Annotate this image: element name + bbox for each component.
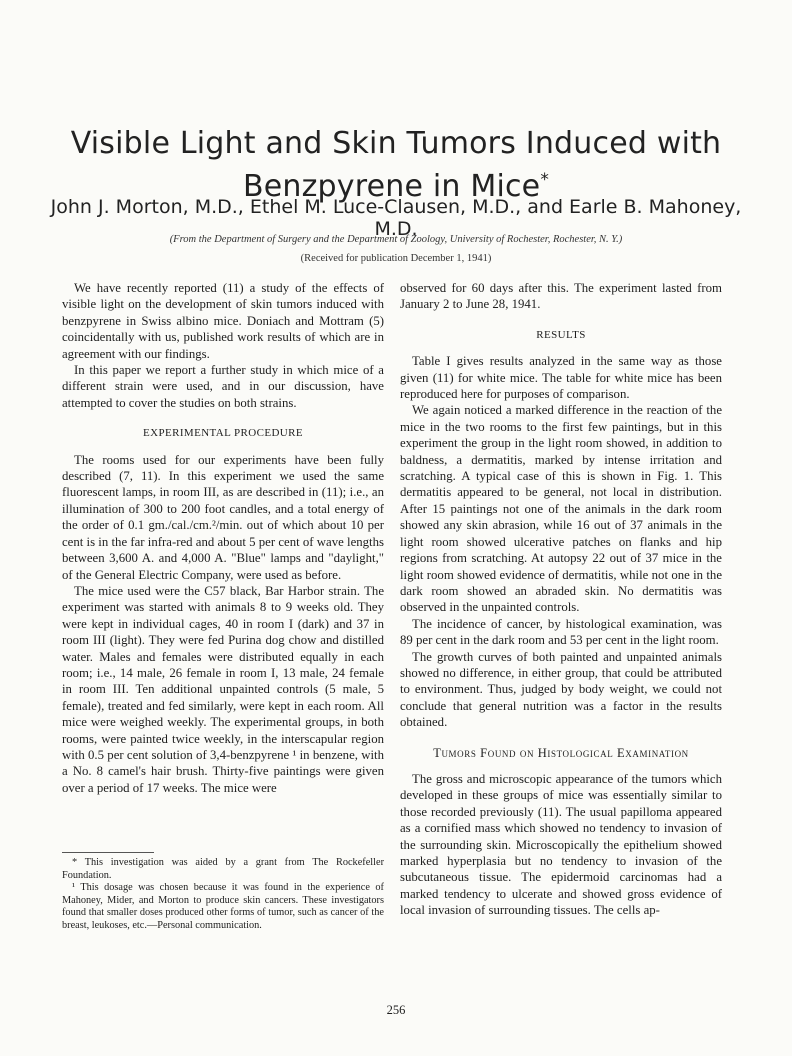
title-line-1: Visible Light and Skin Tumors Induced with [70,126,722,161]
intro-paragraph: In this paper we report a further study in which mice of a different strain were used, and in our discussion, have attempted to cover the studies on both strains. [62,363,384,410]
results-paragraph: The incidence of cancer, by histological examination, was 89 per cent in the dark room and 53 per cent in the light room. [400,616,722,648]
affiliation: (From the Department of Surgery and the Department of Zoology, University of Rochester, Rochester, N. Y.) [169,234,623,245]
tumors-paragraph: The gross and microscopic appearance of the tumors which developed in these groups of mice was essentially similar to those recorded previously (11). The usual papilloma appeared as a cornified mass which showed no tendency to invasion of the surrounding skin. Microscopically the epithelium showed marked hyperplasia but no tendency to invasion of the subcutaneous tissue. The epidermoid carcinomas had a marked tendency to ulcerate and showed gross evidence of local invasion of surrounding tissues. The cells ap- [400,771,722,918]
right-column [400,280,722,919]
title-footnote-mark: * [540,170,550,190]
footnotes [62,852,384,933]
footnote: * This investigation was aided by a grant from The Rockefeller Foundation. [62,857,384,881]
procedure-paragraph: The mice used were the C57 black, Bar Harbor strain. The experiment was started with animals 8 to 9 weeks old. They were kept in individual cages, 40 in room I (dark) and 37 in room III (light). They were fed Purina dog chow and distilled water. Males and females were distributed equally in each room; i.e., 14 male, 26 female in room I, 13 male, 24 female in room III. Ten additional unpainted controls (5 male, 5 female), treated and fed similarly, were kept in each room. All mice were weighed weekly. The experimental groups, in both rooms, were painted twice weekly, in the interscapular region with 0.5 per cent solution of 3,4-benzpyrene ¹ in benzene, with a No. 8 camel's hair brush. Thirty-five paintings were given over a period of 17 weeks. The mice were [62,583,384,795]
procedure-paragraph: The rooms used for our experiments have been fully described (7, 11). In this experiment we used the same fluorescent lamps, in room III, as are described in (11); i.e., an illumination of 300 to 200 foot candles, and a total energy of the order of 0.1 gm./cal./cm.²/min. out of which about 10 per cent is in the far infra-red and about 5 per cent of wave lengths between 3,600 A. and 4,000 A. "Blue" lamps and "daylight," of the General Electric Company, were used as before. [62,452,384,582]
section-heading-tumors: Tumors Found on Histological Examination [433,745,689,760]
page-number: 256 [386,1003,406,1017]
title-line-2: Benzpyrene in Mice* [242,169,550,204]
left-column [62,280,384,796]
received-date: (Received for publication December 1, 1941) [300,253,492,264]
results-paragraph: Table I gives results analyzed in the same way as those given (11) for white mice. The table for white mice has been reproduced here for purposes of comparison. [400,354,722,402]
results-paragraph: The growth curves of both painted and unpainted animals showed no difference, in either group, that could be attributed to environment. Thus, judged by body weight, we could not conclude that general nutrition was a factor in the results obtained. [400,649,722,730]
intro-paragraph: We have recently reported (11) a study of the effects of visible light on the development of skin tumors induced with benzpyrene in Swiss albino mice. Doniach and Mottram (5) coincidentally with us, published work results of which are in agreement with our findings. [62,281,384,361]
author-list: John J. Morton, M.D., Ethel M. Luce-Clausen, M.D., and Earle B. Mahoney, M.D. [50,196,742,240]
footnote-rule [62,852,154,853]
results-paragraph: We again noticed a marked difference in the reaction of the mice in the two rooms to the first few paintings, but in this experiment the group in the light room showed, in addition to baldness, a dermatitis, marked by intense irritation and scratching. A typical case of this is shown in Fig. 1. This dermatitis appeared to be general, not local in distribution. After 15 paintings not one of the animals in the dark room showed any skin abrasion, while 16 out of 37 animals in the light room showed ulcerative patches on flanks and hip regions from scratching. At autopsy 22 out of 37 mice in the light room showed evidence of dermatitis, while not one in the dark room showed an abraded skin. No dermatitis was observed in the unpainted controls. [400,403,722,615]
section-heading-procedure: EXPERIMENTAL PROCEDURE [143,427,303,440]
section-heading-results: RESULTS [536,328,586,341]
footnote: ¹ This dosage was chosen because it was found in the experience of Mahoney, Mider, and Morton to produce skin cancers. These investigators found that smaller doses produced other forms of tumor, such as cancer of the breast, leukoses, etc.—Personal communication. [62,882,384,931]
article-title [60,126,732,205]
continuation-paragraph: observed for 60 days after this. The experiment lasted from January 2 to June 28, 1941. [400,281,722,312]
